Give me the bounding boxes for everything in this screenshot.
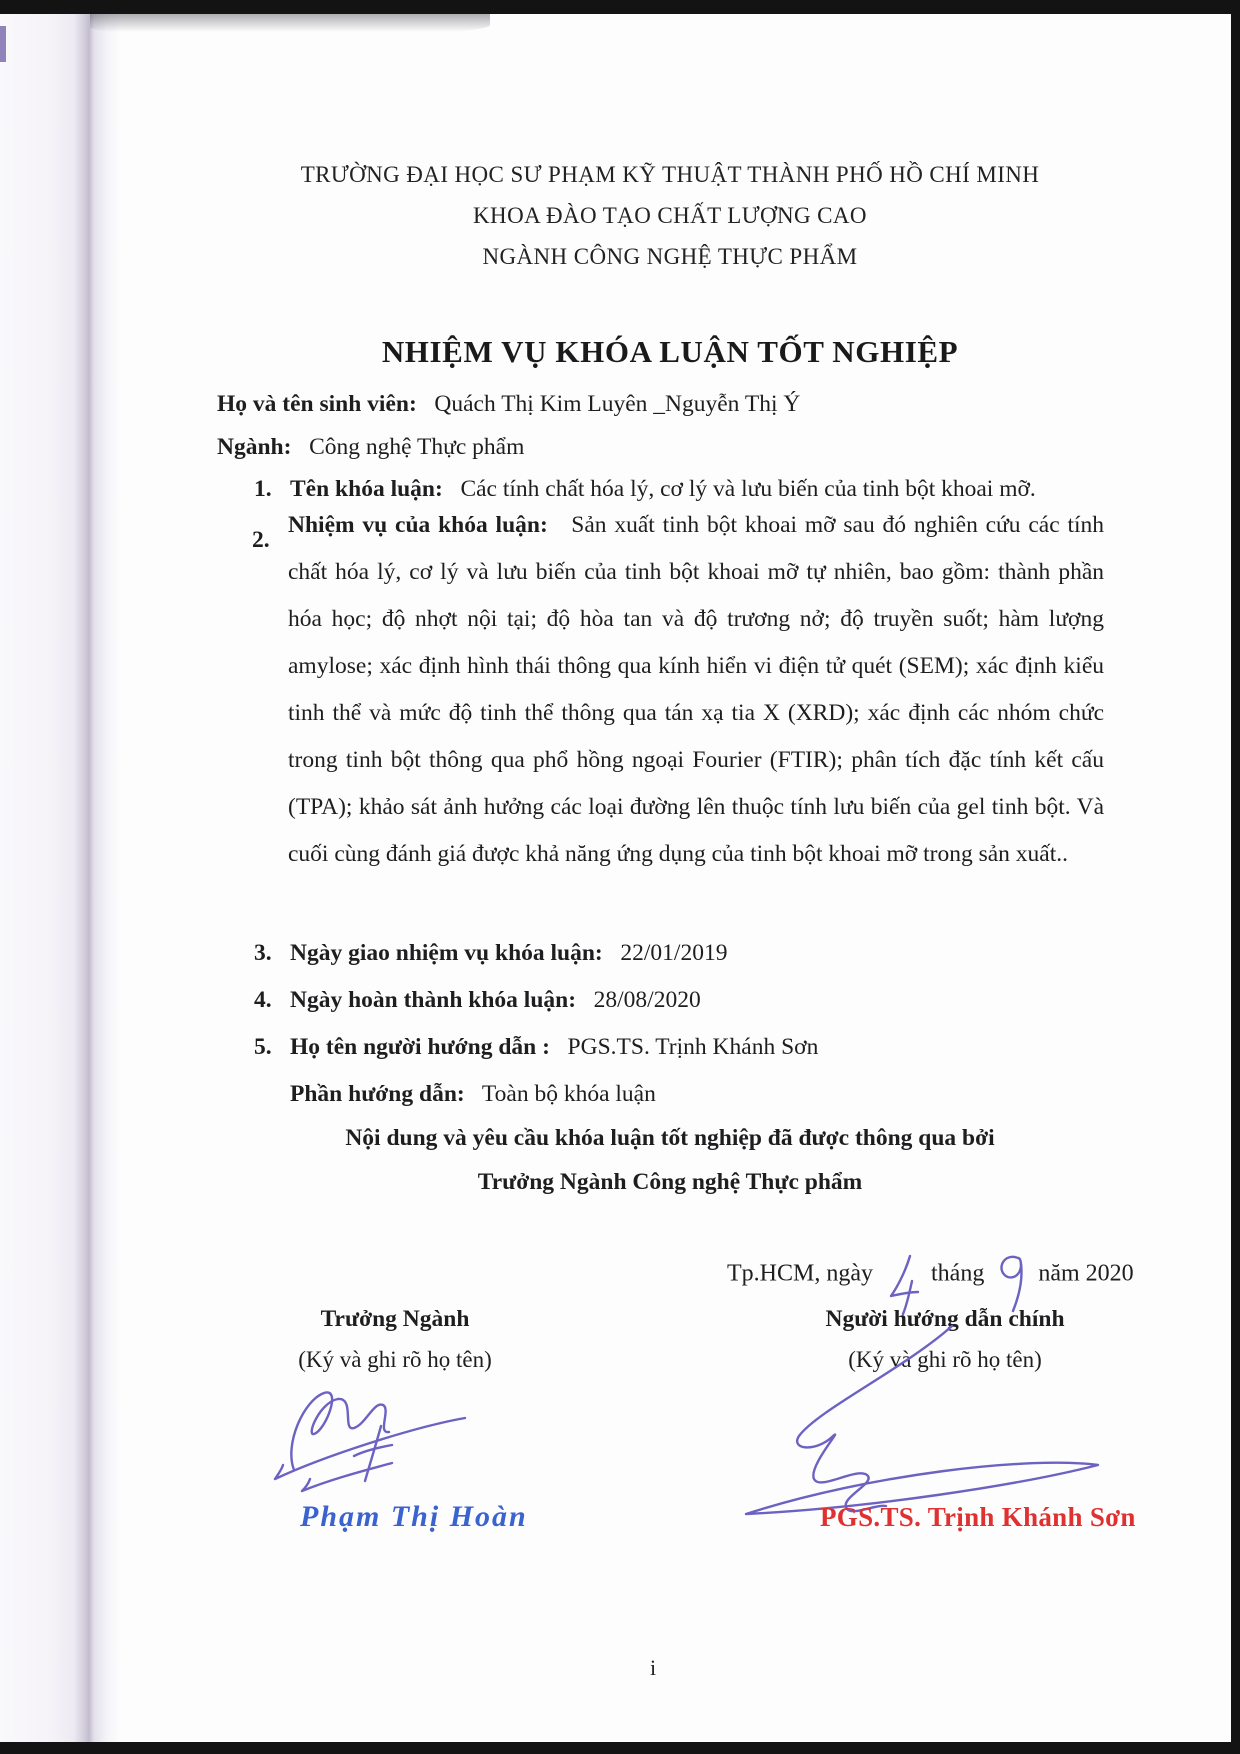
scan-border-top xyxy=(0,0,1240,14)
signature-note-left: (Ký và ghi rõ họ tên) xyxy=(298,1347,492,1372)
approval-statement: Nội dung và yêu cầu khóa luận tốt nghiệp đã được thông qua bởi xyxy=(345,1125,995,1151)
signer-name-left: Phạm Thị Hoàn xyxy=(300,1500,528,1533)
item-label: Họ tên người hướng dẫn : xyxy=(290,1034,550,1060)
guidance-line xyxy=(290,1081,656,1108)
signature-left xyxy=(262,1372,477,1504)
faculty-name: KHOA ĐÀO TẠO CHẤT LƯỢNG CAO xyxy=(473,203,867,228)
scan-artifact-mark xyxy=(0,26,6,62)
item-number: 1. xyxy=(254,476,272,502)
date-line xyxy=(727,1250,1134,1300)
signature-right xyxy=(690,1318,1112,1528)
document-title: NHIỆM VỤ KHÓA LUẬN TỐT NGHIỆP xyxy=(381,334,959,369)
signer-role-right: Người hướng dẫn chính xyxy=(825,1306,1065,1332)
item-value: Các tính chất hóa lý, cơ lý và lưu biến của tinh bột khoai mỡ. xyxy=(460,476,1036,502)
guidance-label: Phần hướng dẫn: xyxy=(290,1081,465,1107)
scan-border-bottom xyxy=(0,1742,1240,1754)
student-label: Họ và tên sinh viên: xyxy=(217,391,417,417)
major-value: Công nghệ Thực phẩm xyxy=(309,434,525,460)
item-number: 2. xyxy=(252,527,270,553)
page-binding-edge xyxy=(0,12,122,1744)
item-number: 4. xyxy=(254,987,272,1013)
item-number: 3. xyxy=(254,940,272,966)
date-suffix: năm 2020 xyxy=(1038,1260,1134,1287)
signer-role-left: Trưởng Ngành xyxy=(320,1306,470,1332)
student-line xyxy=(217,391,800,418)
list-item-assigned-date xyxy=(254,940,728,967)
item-number: 5. xyxy=(254,1034,272,1060)
handwritten-month-9 xyxy=(996,1250,1026,1314)
item-value: PGS.TS. Trịnh Khánh Sơn xyxy=(567,1034,819,1060)
major-line xyxy=(217,434,524,461)
item-label: Ngày hoàn thành khóa luận: xyxy=(290,987,577,1013)
date-prefix: Tp.HCM, ngày xyxy=(727,1260,873,1287)
student-names: Quách Thị Kim Luyên _Nguyễn Thị Ý xyxy=(434,391,801,417)
item-value: Sản xuất tinh bột khoai mỡ sau đó nghiên cứu các tính chất hóa lý, cơ lý và lưu biến của tinh bột khoai mỡ tự nhiên, bao gồm: thành phần hóa học; độ nhợt nội tại; độ hòa tan và độ trương nở; độ truyền suốt; hàm lượng amylose; xác định hình thái thông qua kính hiển vi điện tử quét (SEM); xác định kiểu tinh thể và mức độ tinh thể thông qua tán xạ tia X (XRD); xác định các nhóm chức trong tinh bột thông qua phổ hồng ngoại Fourier (FTIR); phân tích đặc tính kết cấu (TPA); khảo sát ảnh hưởng các loại đường lên thuộc tính lưu biến của gel tinh bột. Và cuối cùng đánh giá được khả năng ứng dụng của tinh bột khoai mỡ trong sản xuất.. xyxy=(288,512,1105,867)
department-name: NGÀNH CÔNG NGHỆ THỰC PHẨM xyxy=(482,244,858,269)
item-label: Tên khóa luận: xyxy=(290,476,443,502)
list-item-thesis-title xyxy=(254,476,1036,503)
university-name: TRƯỜNG ĐẠI HỌC SƯ PHẠM KỸ THUẬT THÀNH PHỐ HỒ CHÍ MINH xyxy=(300,162,1040,187)
item-value: 28/08/2020 xyxy=(593,987,701,1013)
list-item-supervisor xyxy=(254,1034,819,1061)
list-item-thesis-tasks xyxy=(252,502,1105,878)
signature-note-right: (Ký và ghi rõ họ tên) xyxy=(848,1347,1042,1372)
item-label: Nhiệm vụ của khóa luận: xyxy=(288,512,548,538)
date-middle: tháng xyxy=(931,1260,985,1287)
page-number: i xyxy=(650,1655,657,1680)
page-curl-shadow xyxy=(90,14,490,38)
item-label: Ngày giao nhiệm vụ khóa luận: xyxy=(290,940,603,966)
major-label: Ngành: xyxy=(217,434,292,460)
guidance-value: Toàn bộ khóa luận xyxy=(481,1081,656,1107)
item-value: 22/01/2019 xyxy=(620,940,728,966)
signature-block-left xyxy=(270,1306,520,1373)
approval-authority: Trưởng Ngành Công nghệ Thực phẩm xyxy=(477,1169,863,1195)
list-item-completion-date xyxy=(254,987,701,1014)
signer-name-right: PGS.TS. Trịnh Khánh Sơn xyxy=(820,1502,1136,1532)
scan-border-right xyxy=(1231,10,1240,1746)
